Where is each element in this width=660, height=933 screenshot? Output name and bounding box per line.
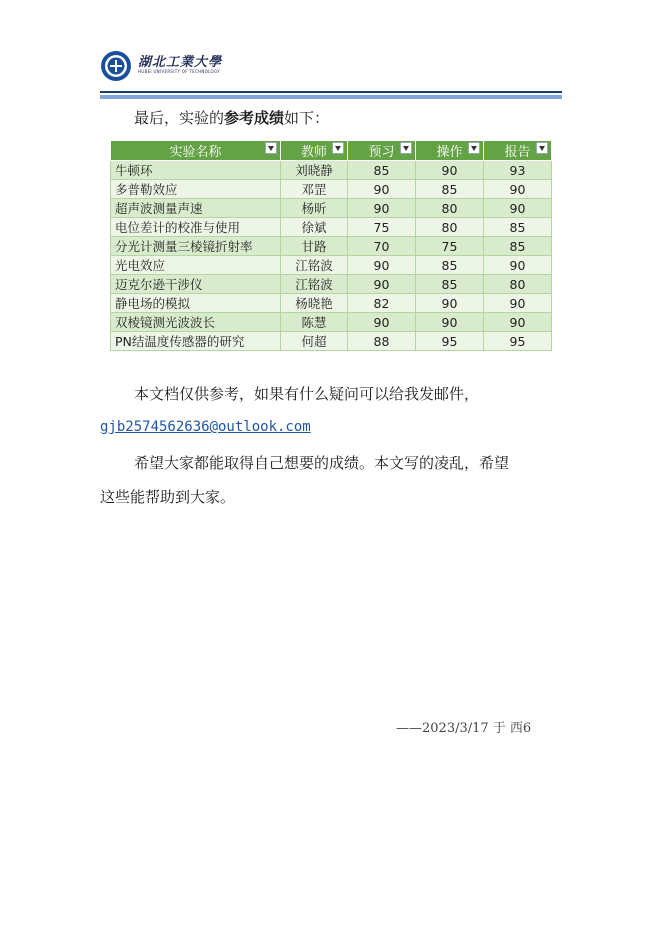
filter-dropdown-icon[interactable] xyxy=(332,142,344,154)
teacher-name: 邓罡 xyxy=(281,180,348,199)
table-header-row xyxy=(111,141,552,161)
column-header-teacher: 教师 xyxy=(281,141,348,161)
operation-score: 85 xyxy=(416,256,484,275)
teacher-name: 江铭波 xyxy=(281,275,348,294)
teacher-name: 徐斌 xyxy=(281,218,348,237)
table-row xyxy=(111,237,552,256)
operation-score: 85 xyxy=(416,180,484,199)
preview-score: 82 xyxy=(348,294,416,313)
operation-score: 90 xyxy=(416,313,484,332)
preview-score: 70 xyxy=(348,237,416,256)
preview-score: 90 xyxy=(348,180,416,199)
experiment-name: 光电效应 xyxy=(111,256,281,275)
report-score: 85 xyxy=(484,218,552,237)
preview-score: 75 xyxy=(348,218,416,237)
table-row xyxy=(111,218,552,237)
teacher-name: 何超 xyxy=(281,332,348,351)
table-row xyxy=(111,313,552,332)
table-row xyxy=(111,161,552,180)
preview-score: 85 xyxy=(348,161,416,180)
filter-dropdown-icon[interactable] xyxy=(468,142,480,154)
filter-dropdown-icon[interactable] xyxy=(265,142,277,154)
experiment-name: PN结温度传感器的研究 xyxy=(111,332,281,351)
operation-score: 90 xyxy=(416,294,484,313)
column-header-preview: 预习 xyxy=(348,141,416,161)
teacher-name: 杨晓艳 xyxy=(281,294,348,313)
preview-score: 90 xyxy=(348,313,416,332)
report-score: 90 xyxy=(484,313,552,332)
column-header-experiment: 实验名称 xyxy=(111,141,281,161)
teacher-name: 江铭波 xyxy=(281,256,348,275)
preview-score: 90 xyxy=(348,256,416,275)
experiment-name: 多普勒效应 xyxy=(111,180,281,199)
operation-score: 90 xyxy=(416,161,484,180)
experiment-name: 牛顿环 xyxy=(111,161,281,180)
report-score: 80 xyxy=(484,275,552,294)
filter-dropdown-icon[interactable] xyxy=(400,142,412,154)
column-header-operation: 操作 xyxy=(416,141,484,161)
operation-score: 85 xyxy=(416,275,484,294)
table-row xyxy=(111,199,552,218)
university-logo xyxy=(100,48,223,84)
report-score: 90 xyxy=(484,199,552,218)
report-score: 85 xyxy=(484,237,552,256)
table-row xyxy=(111,294,552,313)
note-paragraph: 本文档仅供参考，如果有什么疑问可以给我发邮件， xyxy=(134,385,480,403)
report-score: 90 xyxy=(484,180,552,199)
operation-score: 75 xyxy=(416,237,484,256)
intro-suffix: 如下： xyxy=(284,109,330,127)
table-row xyxy=(111,275,552,294)
operation-score: 80 xyxy=(416,218,484,237)
report-score: 95 xyxy=(484,332,552,351)
preview-score: 90 xyxy=(348,199,416,218)
table-row xyxy=(111,256,552,275)
header-divider-accent xyxy=(100,95,562,99)
header-divider xyxy=(100,91,562,93)
teacher-name: 陈慧 xyxy=(281,313,348,332)
report-score: 93 xyxy=(484,161,552,180)
report-score: 90 xyxy=(484,294,552,313)
closing-paragraph: 希望大家都能取得自己想要的成绩。本文写的凌乱，希望 xyxy=(134,454,510,472)
column-header-report: 报告 xyxy=(484,141,552,161)
filter-dropdown-icon[interactable] xyxy=(536,142,548,154)
logo-subtitle: HUBEI UNIVERSITY OF TECHNOLOGY xyxy=(138,69,220,74)
intro-bold: 参考成绩 xyxy=(224,109,285,127)
experiment-name: 超声波测量声速 xyxy=(111,199,281,218)
experiment-name: 静电场的模拟 xyxy=(111,294,281,313)
preview-score: 90 xyxy=(348,275,416,294)
university-emblem-icon xyxy=(100,50,132,82)
experiment-name: 分光计测量三棱镜折射率 xyxy=(111,237,281,256)
logo-text: 湖北工業大學 xyxy=(138,55,223,70)
operation-score: 95 xyxy=(416,332,484,351)
teacher-name: 杨昕 xyxy=(281,199,348,218)
intro-prefix: 最后，实验的 xyxy=(134,109,225,127)
experiment-name: 迈克尔逊干涉仪 xyxy=(111,275,281,294)
table-row xyxy=(111,180,552,199)
operation-score: 80 xyxy=(416,199,484,218)
email-link[interactable]: gjb2574562636@outlook.com xyxy=(100,419,311,435)
teacher-name: 刘晓静 xyxy=(281,161,348,180)
teacher-name: 甘路 xyxy=(281,237,348,256)
preview-score: 88 xyxy=(348,332,416,351)
intro-paragraph xyxy=(134,108,329,128)
closing-paragraph-continued: 这些能帮助到大家。 xyxy=(100,488,236,506)
experiment-name: 电位差计的校准与使用 xyxy=(111,218,281,237)
experiment-name: 双棱镜测光波波长 xyxy=(111,313,281,332)
signature-line: ——2023/3/17 于 西6 xyxy=(396,721,532,736)
table-row xyxy=(111,332,552,351)
grades-table xyxy=(110,140,552,351)
report-score: 90 xyxy=(484,256,552,275)
